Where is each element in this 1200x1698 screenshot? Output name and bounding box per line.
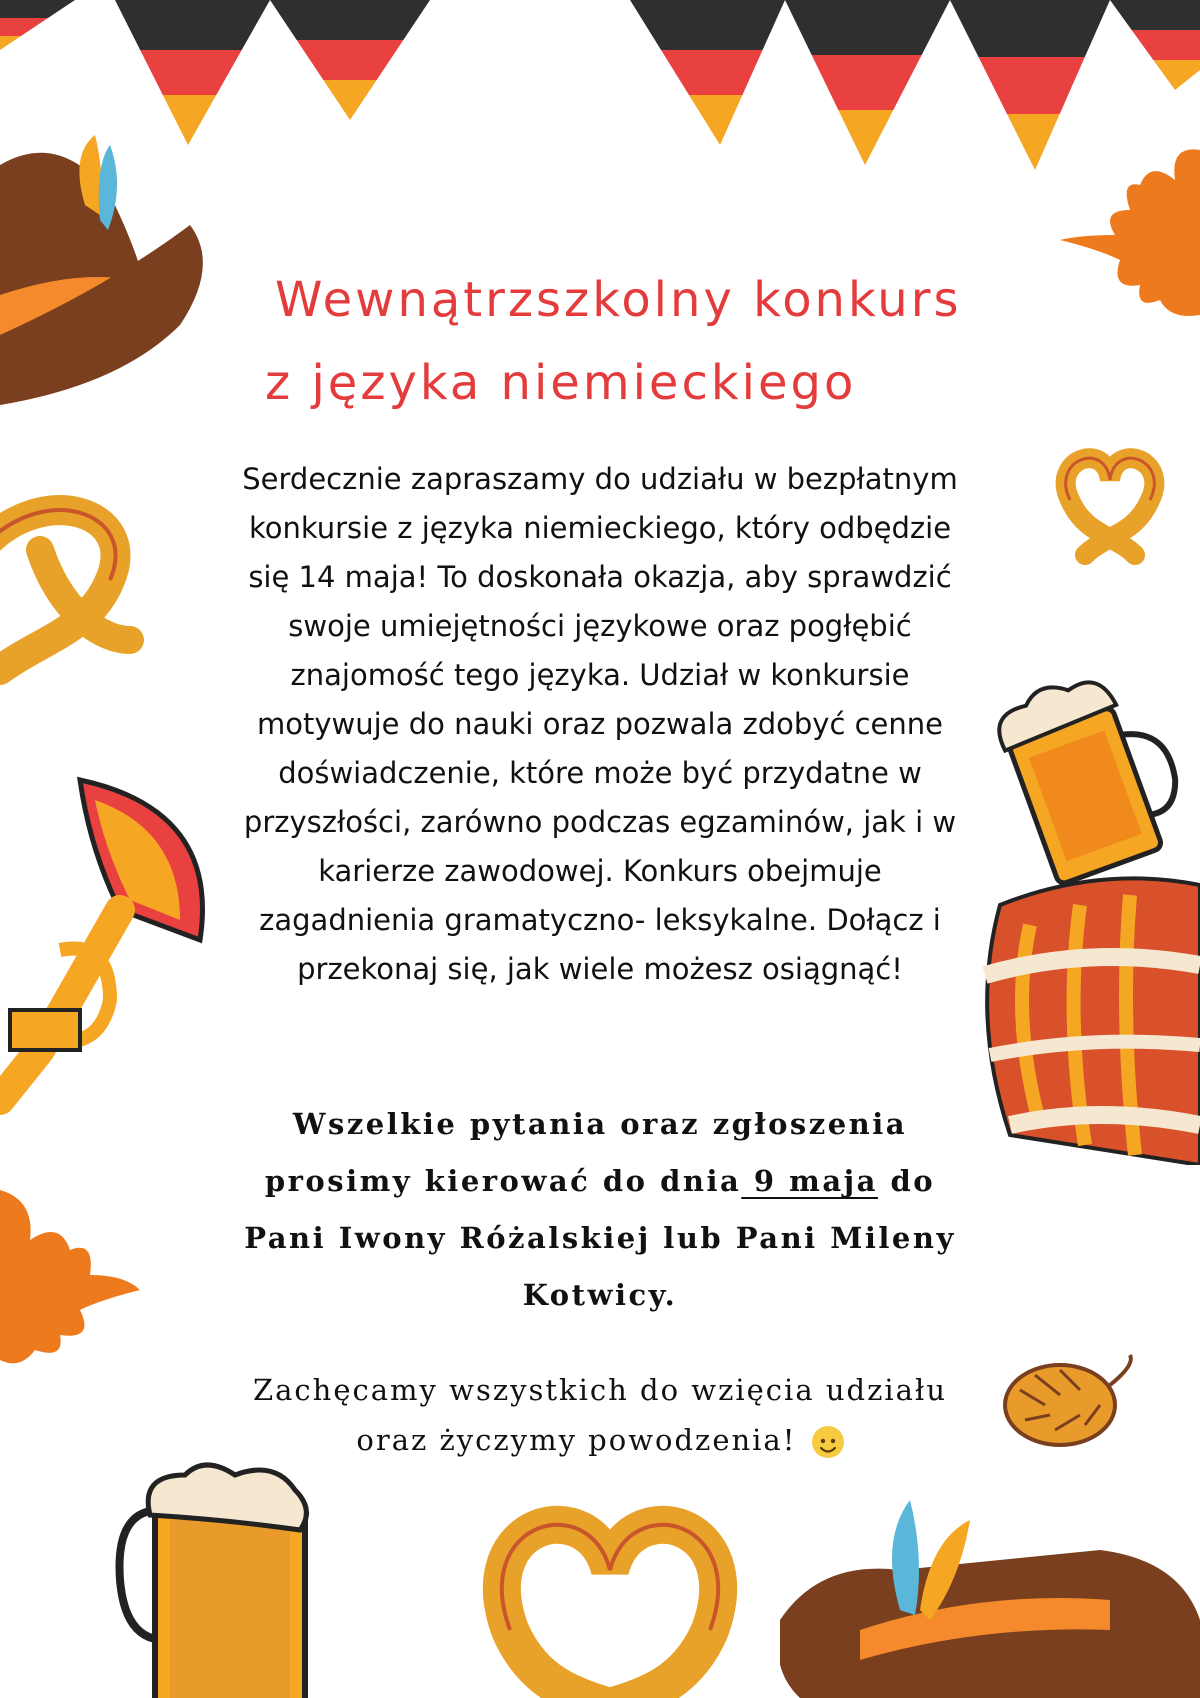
contact-text-before: Wszelkie pytania oraz zgłoszenia prosimy kierować do dnia <box>264 1107 908 1198</box>
beer-mug-icon <box>110 1450 320 1698</box>
smiley-emoji-icon <box>812 1426 844 1458</box>
beer-mug-icon <box>985 670 1180 885</box>
contact-info <box>240 1096 960 1324</box>
hat-icon <box>0 135 210 405</box>
pretzel-icon <box>1045 440 1175 570</box>
hop-cone-icon <box>1000 1345 1140 1455</box>
invitation-text: Serdecznie zapraszamy do udziału w bezpłatnym konkursie z języka niemieckiego, który odbędzie się 14 maja! To doskonała okazja, aby sprawdzić swoje umiejętności językowe oraz pogłębić znajomość tego języka. Udział w konkursie motywuje do nauki oraz pozwala zdobyć cenne doświadczenie, które może być przydatne w przyszłości, zarówno podczas egzaminów, jak i w karierze zawodowej. Konkurs obejmuje zagadnienia gramatyczno- leksykalne. Dołącz i przekonaj się, jak wiele możesz osiągnąć! <box>242 462 958 986</box>
page-subtitle: z języka niemieckiego <box>265 355 857 411</box>
maple-leaf-icon <box>0 1180 140 1370</box>
pretzel-icon <box>470 1480 750 1698</box>
contact-text-after: do Pani Iwony Różalskiej lub Pani Mileny Kotwicy. <box>244 1164 956 1312</box>
closing-message <box>230 1365 970 1465</box>
hat-icon <box>780 1500 1200 1698</box>
closing-text: Zachęcamy wszystkich do wzięcia udziału oraz życzymy powodzenia! <box>252 1373 947 1457</box>
trumpet-icon <box>0 770 210 1150</box>
deadline-date: 9 maja <box>741 1164 878 1198</box>
pretzel-icon <box>0 490 150 710</box>
page-title: Wewnątrzszkolny konkurs <box>275 272 962 328</box>
maple-leaf-icon <box>1060 140 1200 320</box>
barrel-icon <box>970 865 1200 1165</box>
